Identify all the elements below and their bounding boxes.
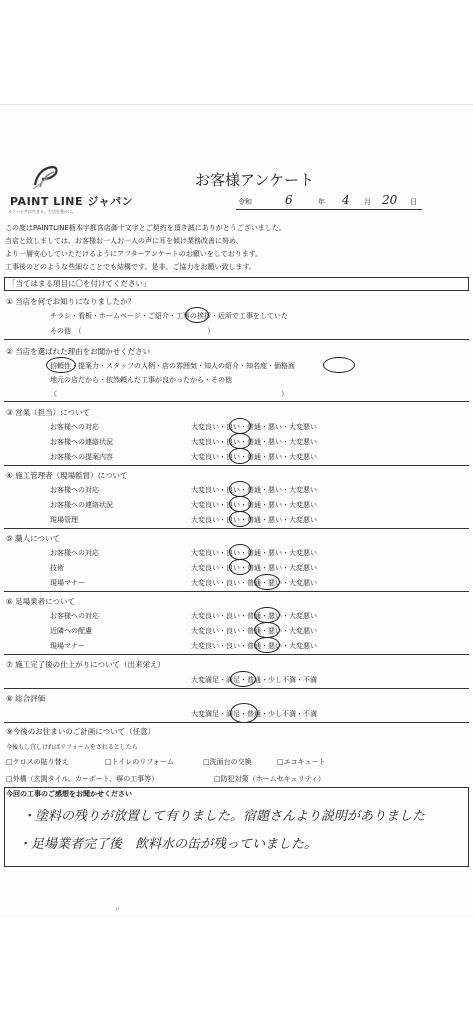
- q5-row-3: 現場マナー: [50, 579, 85, 587]
- intro-line-4: 工事後のどのような些細なことでも結構です。是非、ご協力をお願い致します。: [5, 263, 256, 271]
- q5-scale-3: 大変良い・良い・普通・悪い・大変悪い: [191, 579, 317, 587]
- q4-row-3: 現場管理: [50, 516, 78, 524]
- divider: [4, 591, 469, 592]
- top-margin: [0, 0, 473, 104]
- q6-answer-circle-1: [254, 607, 280, 623]
- date-year-unit: 年: [318, 198, 325, 206]
- divider: [4, 401, 469, 402]
- q2-line-1: 信頼性・提案力・スタッフの人柄・店の雰囲気・知人の紹介・知名度・価格面: [50, 362, 295, 370]
- q1-answer-circle: [185, 307, 209, 323]
- comment-line-2: ・足場業者完了後 飲料水の缶が残っていました。: [18, 837, 318, 852]
- q9-option-ecocute[interactable]: □エコキュート: [277, 758, 326, 766]
- q4-title: ④ 施工管理者（現場監督）について: [6, 471, 128, 480]
- q1-title: ① 当店を何でお知りになりましたか？: [6, 297, 136, 306]
- q6-scale-2: 大変良い・良い・普通・悪い・大変悪い: [191, 627, 317, 635]
- q5-answer-circle-3: [254, 574, 280, 590]
- q6-answer-circle-3: [254, 637, 280, 653]
- divider: [4, 528, 469, 529]
- q9-option-toilet[interactable]: □トイレのリフォーム: [105, 758, 174, 766]
- q6-row-1: お客様への対応: [50, 612, 99, 620]
- intro-line-3: より一層安心していただけるようにアフターアンケートのお願いをしております。: [5, 250, 263, 258]
- q4-answer-circle-1: [229, 481, 251, 497]
- q2-other-paren: （ ）: [50, 390, 288, 398]
- q3-answer-circle-3: [229, 448, 251, 464]
- q3-scale-3: 大変良い・良い・普通・悪い・大変悪い: [191, 453, 317, 461]
- q4-answer-circle-2: [229, 496, 251, 512]
- date-month: 4: [342, 193, 350, 207]
- q2-answer-circle-1: [46, 357, 76, 373]
- q4-row-1: お客様への対応: [50, 486, 99, 494]
- date-underline: [236, 209, 422, 210]
- q3-row-1: お客様への対応: [50, 423, 99, 431]
- q7-scale: 大変満足・満足・普通・少し不満・不満: [191, 676, 317, 684]
- q5-row-2: 技術: [50, 564, 64, 572]
- divider: [4, 465, 469, 466]
- comment-line-1: ・塗料の残りが放置して有りました。宿題さんより説明がありました: [22, 809, 426, 824]
- logo-text: PAINT LINE ジャパン: [10, 195, 134, 208]
- q4-scale-2: 大変良い・良い・普通・悪い・大変悪い: [191, 501, 317, 509]
- divider: [4, 339, 469, 340]
- q3-answer-circle-1: [229, 418, 251, 434]
- intro-line-1: この度はPAINTLINE栃木宇都宮店御十文字とご契約を頂き誠にありがとうございました。: [5, 224, 286, 232]
- q4-scale-1: 大変良い・良い・普通・悪い・大変悪い: [191, 486, 317, 494]
- q3-row-2: お客様への連絡状況: [50, 438, 113, 446]
- date-day-unit: 日: [410, 198, 417, 206]
- q4-scale-3: 大変良い・良い・普通・悪い・大変悪い: [191, 516, 317, 524]
- comments-box: [4, 787, 469, 867]
- date-month-unit: 月: [364, 198, 371, 206]
- q6-row-2: 近隣への配慮: [50, 627, 92, 635]
- q5-title: ⑤ 職人について: [6, 534, 60, 543]
- q4-answer-circle-3: [229, 511, 251, 527]
- q1-options: チラシ・看板・ホームページ・ご紹介・工事の挨拶・近所で工事をしていた: [50, 312, 288, 320]
- logo-subtitle: カラーと共に生きる、生活を豊かに。: [8, 209, 76, 214]
- footer-mark: 〃: [114, 906, 121, 914]
- q9-option-security[interactable]: □防犯対策（ホームセキュリティ）: [214, 775, 325, 783]
- date-year: 6: [285, 193, 293, 207]
- q5-row-1: お客様への対応: [50, 549, 99, 557]
- divider: [4, 654, 469, 655]
- q3-title: ③ 営業（担当）について: [6, 408, 90, 417]
- q9-option-washbasin[interactable]: □洗面台の交換: [203, 758, 252, 766]
- q3-scale-1: 大変良い・良い・普通・悪い・大変悪い: [191, 423, 317, 431]
- q8-answer-circle: [230, 703, 258, 723]
- q6-title: ⑥ 足場業者について: [6, 597, 75, 606]
- q6-answer-circle-2: [254, 622, 280, 638]
- q3-row-3: お客様への提案内容: [50, 453, 113, 461]
- q9-subtitle: 今後もし宜しければリフォームをされるとしたら: [6, 744, 138, 751]
- q6-scale-3: 大変良い・良い・普通・悪い・大変悪い: [191, 642, 317, 650]
- q9-option-exterior[interactable]: □外構（玄関タイル、カーポート、塀の工事等）: [6, 775, 159, 783]
- bottom-margin: [0, 918, 473, 1024]
- logo-mark-icon: [30, 163, 60, 191]
- divider: [4, 722, 469, 723]
- q6-scale-1: 大変良い・良い・普通・悪い・大変悪い: [191, 612, 317, 620]
- divider: [4, 688, 469, 689]
- q2-line-2: 地元の店だから・依然頼んだ工事が良かったから・その他: [50, 376, 232, 384]
- q4-row-2: お客様への連絡状況: [50, 501, 113, 509]
- comments-title: 今回の工事のご感想をお聞かせください: [6, 790, 132, 798]
- q5-answer-circle-1: [229, 544, 251, 560]
- date-era: 令和: [238, 198, 252, 206]
- q6-row-3: 現場マナー: [50, 642, 85, 650]
- q3-answer-circle-2: [229, 433, 251, 449]
- q2-title: ② 当店を選ばれた理由をお聞かせください: [6, 347, 151, 356]
- instruction-text: 「当てはまる項目に〇を付けてください」: [8, 279, 151, 288]
- page-title: お客様アンケート: [195, 171, 315, 189]
- q9-option-cross[interactable]: □クロスの貼り替え: [6, 758, 69, 766]
- intro-line-2: 当店と致しましては、お客様お一人お一人の声に耳を傾け業務改善に努め、: [5, 237, 243, 245]
- q5-scale-2: 大変良い・良い・普通・悪い・大変悪い: [191, 564, 317, 572]
- q1-other: その他 （ ）: [50, 327, 215, 335]
- q5-scale-1: 大変良い・良い・普通・悪い・大変悪い: [191, 549, 317, 557]
- q2-answer-circle-2: [323, 357, 355, 373]
- survey-sheet: [0, 104, 473, 920]
- q7-answer-circle: [230, 671, 256, 687]
- q8-scale: 大変満足・満足・普通・少し不満・不満: [191, 710, 317, 718]
- q8-title: ⑧ 総合評価: [6, 694, 46, 703]
- q3-scale-2: 大変良い・良い・普通・悪い・大変悪い: [191, 438, 317, 446]
- q7-title: ⑦ 施工完了後の仕上がりについて（出来栄え）: [6, 660, 165, 669]
- q9-title: ⑨今後のお住まいのご計画について（任意）: [6, 727, 156, 736]
- q5-answer-circle-2: [229, 559, 251, 575]
- date-day: 20: [382, 193, 398, 207]
